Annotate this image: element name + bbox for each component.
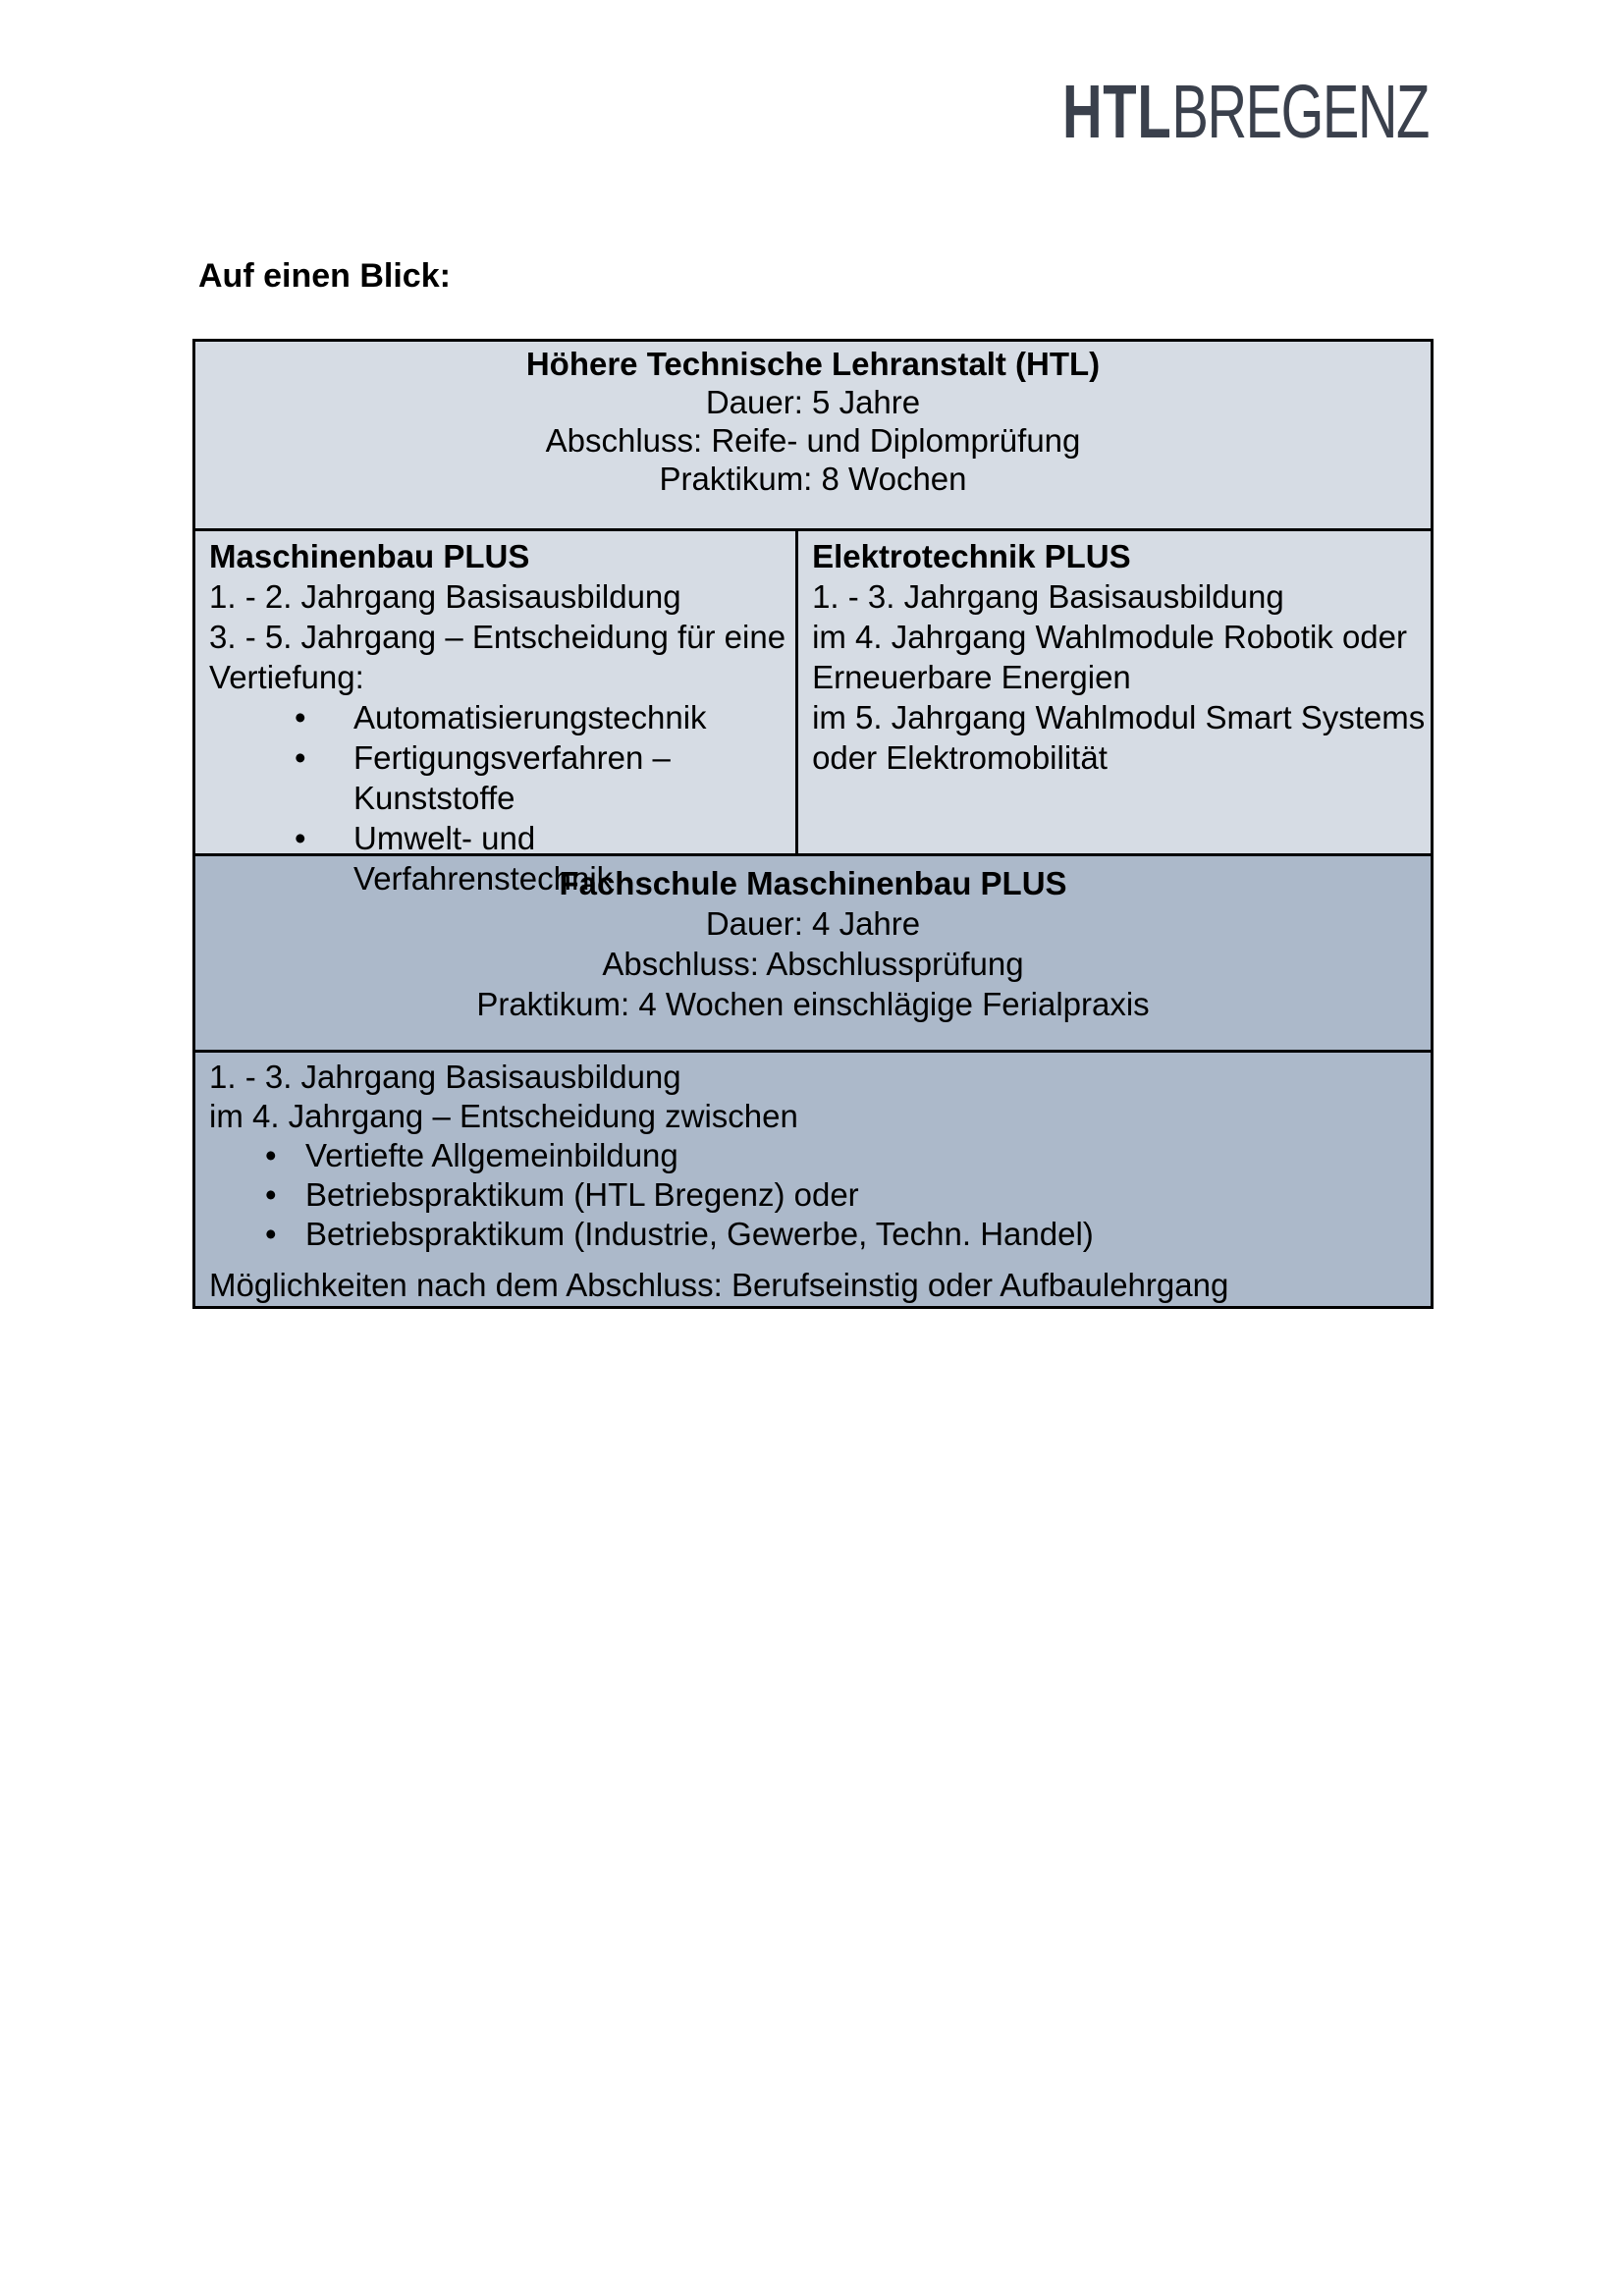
text-line: Dauer: 5 Jahre — [705, 384, 921, 420]
bullet-item — [209, 737, 785, 818]
text-line: oder Elektromobilität — [812, 739, 1108, 776]
bullet-label: Betriebspraktikum (Industrie, Gewerbe, Techn. Handel) — [305, 1216, 1094, 1252]
logo-bregenz-text: BREGENZ — [1171, 70, 1429, 154]
bullet-icon: • — [295, 699, 306, 735]
cell-title: Fachschule Maschinenbau PLUS — [559, 865, 1067, 901]
page-title: Auf einen Blick: — [198, 257, 451, 295]
text-line: 1. - 3. Jahrgang Basisausbildung — [209, 1059, 681, 1095]
text-line: im 4. Jahrgang Wahlmodule Robotik oder — [812, 619, 1407, 655]
bullet-item — [209, 1136, 1421, 1175]
text-line: Praktikum: 8 Wochen — [659, 461, 967, 497]
text-line: Erneuerbare Energien — [812, 659, 1131, 695]
elektrotechnik-cell — [798, 531, 1435, 853]
htl-bregenz-logo — [1062, 70, 1429, 154]
text-line: 1. - 2. Jahrgang Basisausbildung — [209, 578, 681, 615]
text-line: Abschluss: Reife- und Diplomprüfung — [545, 422, 1081, 459]
text-line: 3. - 5. Jahrgang – Entscheidung für eine — [209, 619, 786, 655]
abschluss-options-line: Möglichkeiten nach dem Abschluss: Berufseinstig oder Aufbaulehrgang — [209, 1267, 1229, 1303]
cell-title: Maschinenbau PLUS — [209, 538, 530, 574]
cell-title: Höhere Technische Lehranstalt (HTL) — [525, 346, 1101, 382]
bullet-label: Vertiefte Allgemeinbildung — [305, 1137, 678, 1173]
maschinenbau-cell — [195, 531, 798, 897]
text-line: 1. - 3. Jahrgang Basisausbildung — [812, 578, 1284, 615]
bullet-icon: • — [265, 1216, 277, 1252]
text-line: im 5. Jahrgang Wahlmodul Smart Systems — [812, 699, 1426, 735]
text-line: Praktikum: 4 Wochen einschlägige Ferialpraxis — [476, 986, 1150, 1022]
htl-header-cell — [195, 342, 1431, 531]
fachschule-body-cell — [195, 1053, 1431, 1306]
bullet-item — [209, 1175, 1421, 1215]
bullet-label: Automatisierungstechnik — [353, 699, 707, 735]
logo-htl-text: HTL — [1062, 70, 1172, 154]
overview-table — [192, 339, 1434, 1309]
text-line: Vertiefung: — [209, 659, 364, 695]
bullet-icon: • — [295, 739, 306, 776]
bullet-label: Fertigungsverfahren – Kunststoffe — [353, 739, 671, 816]
text-line: Abschluss: Abschlussprüfung — [602, 946, 1024, 982]
bullet-item — [209, 1215, 1421, 1254]
bullet-item — [209, 818, 785, 898]
cell-title: Elektrotechnik PLUS — [812, 538, 1131, 574]
bullet-label: Betriebspraktikum (HTL Bregenz) oder — [305, 1176, 859, 1213]
bullet-icon: • — [295, 820, 306, 856]
bullet-icon: • — [265, 1176, 277, 1213]
bullet-label: Umwelt- und Verfahrenstechnik — [353, 820, 614, 897]
text-line: Dauer: 4 Jahre — [705, 905, 921, 942]
bullet-icon: • — [265, 1137, 277, 1173]
bullet-item — [209, 697, 785, 737]
text-line: im 4. Jahrgang – Entscheidung zwischen — [209, 1098, 798, 1134]
